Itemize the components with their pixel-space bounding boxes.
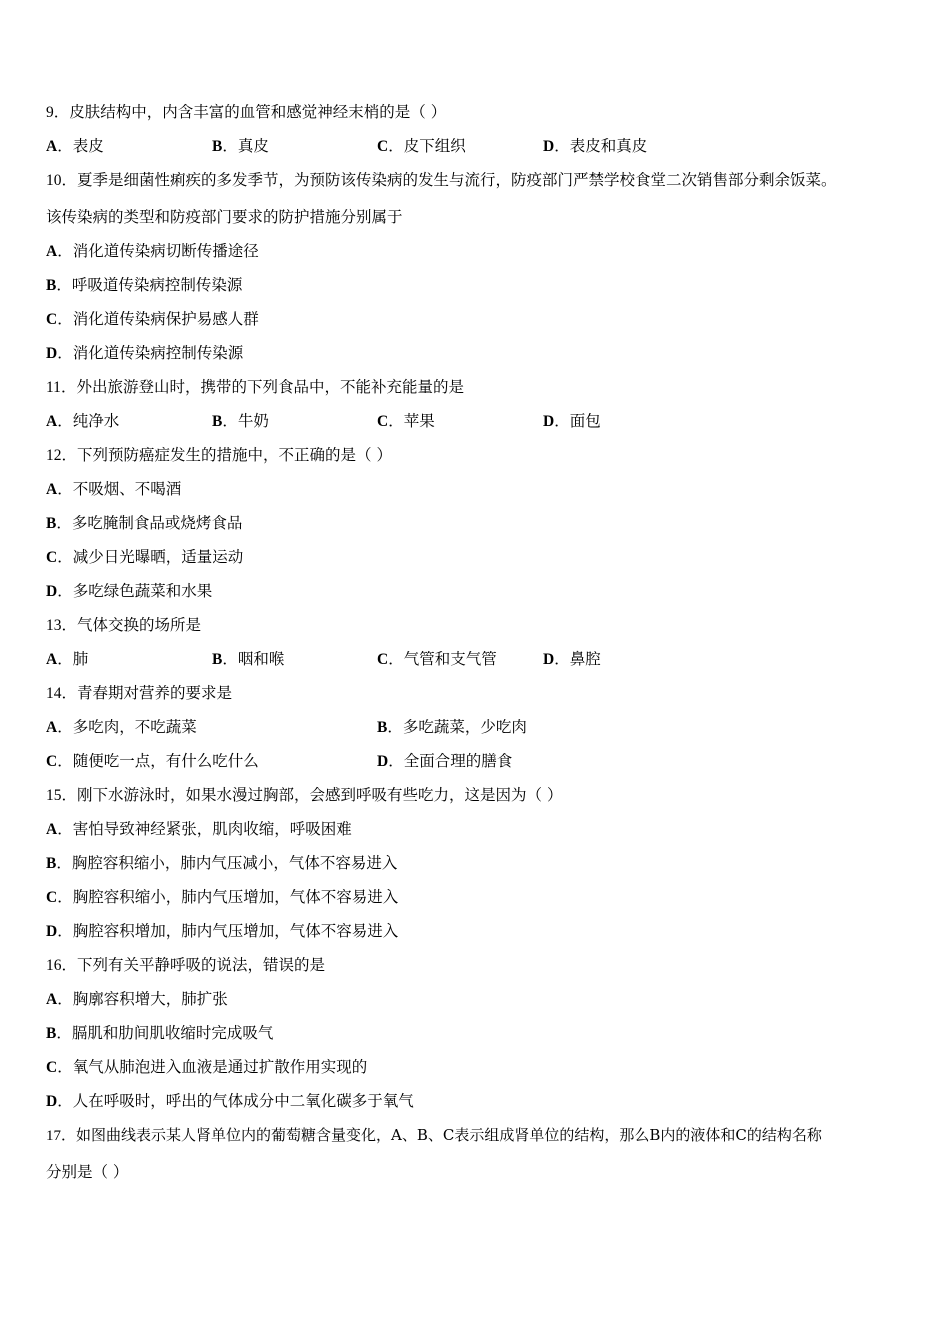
option-d: D．人在呼吸时，呼出的气体成分中二氧化碳多于氧气 xyxy=(46,1092,414,1110)
question-14-options-row2 xyxy=(46,744,906,778)
option-a: A．纯净水 xyxy=(46,412,120,430)
question-13-options xyxy=(46,642,906,676)
option-a: A．害怕导致神经紧张，肌肉收缩，呼吸困难 xyxy=(46,820,352,838)
question-14-options-row1 xyxy=(46,710,906,744)
option-b: B．多吃蔬菜，少吃肉 xyxy=(377,718,527,736)
option-b: B．多吃腌制食品或烧烤食品 xyxy=(46,514,243,532)
option-d: D．消化道传染病控制传染源 xyxy=(46,344,244,362)
question-15-stem: 15．刚下水游泳时，如果水漫过胸部，会感到呼吸有些吃力，这是因为（ ） xyxy=(46,786,563,804)
option-b: B．呼吸道传染病控制传染源 xyxy=(46,276,243,294)
option-a: A．肺 xyxy=(46,650,89,668)
option-c: C．苹果 xyxy=(377,412,435,430)
question-12-stem: 12．下列预防癌症发生的措施中，不正确的是（ ） xyxy=(46,446,392,464)
option-a: A．多吃肉，不吃蔬菜 xyxy=(46,718,197,736)
option-d: D．面包 xyxy=(543,412,601,430)
option-b: B．胸腔容积缩小，肺内气压减小，气体不容易进入 xyxy=(46,854,398,872)
option-b: B．膈肌和肋间肌收缩时完成吸气 xyxy=(46,1024,274,1042)
option-c: C．氧气从肺泡进入血液是通过扩散作用实现的 xyxy=(46,1058,368,1076)
question-10-stem-cont: 该传染病的类型和防疫部门要求的防护措施分别属于 xyxy=(46,208,403,226)
option-b: B．牛奶 xyxy=(212,412,269,430)
question-11-stem: 11．外出旅游登山时，携带的下列食品中，不能补充能量的是 xyxy=(46,378,464,396)
option-c: C．减少日光曝晒，适量运动 xyxy=(46,548,244,566)
option-b: B．真皮 xyxy=(212,137,269,155)
question-9-options xyxy=(46,129,906,163)
option-c: C．气管和支气管 xyxy=(377,650,497,668)
question-14-stem: 14．青春期对营养的要求是 xyxy=(46,684,233,702)
option-a: A．消化道传染病切断传播途径 xyxy=(46,242,259,260)
option-a: A．胸廓容积增大，肺扩张 xyxy=(46,990,228,1008)
option-d: D．胸腔容积增加，肺内气压增加，气体不容易进入 xyxy=(46,922,399,940)
option-a: A．表皮 xyxy=(46,137,104,155)
option-d: D．多吃绿色蔬菜和水果 xyxy=(46,582,213,600)
option-c: C．皮下组织 xyxy=(377,137,466,155)
option-c: C．随便吃一点，有什么吃什么 xyxy=(46,752,259,770)
question-13-stem: 13．气体交换的场所是 xyxy=(46,616,202,634)
option-c: C．消化道传染病保护易感人群 xyxy=(46,310,259,328)
option-d: D．鼻腔 xyxy=(543,650,601,668)
question-11-options xyxy=(46,404,906,438)
option-d: D．全面合理的膳食 xyxy=(377,752,513,770)
question-10-stem: 10．夏季是细菌性痢疾的多发季节，为预防该传染病的发生与流行，防疫部门严禁学校食堂二次销售部分剩余饭菜。 xyxy=(46,171,837,189)
option-b: B．咽和喉 xyxy=(212,650,285,668)
question-17-stem: 17．如图曲线表示某人肾单位内的葡萄糖含量变化，A、B、C表示组成肾单位的结构，那么B内的液体和C的结构名称 xyxy=(46,1126,822,1144)
question-17-stem-cont: 分别是（ ） xyxy=(46,1163,129,1181)
option-d: D．表皮和真皮 xyxy=(543,137,648,155)
option-a: A．不吸烟、不喝酒 xyxy=(46,480,182,498)
question-16-stem: 16．下列有关平静呼吸的说法，错误的是 xyxy=(46,956,326,974)
option-c: C．胸腔容积缩小，肺内气压增加，气体不容易进入 xyxy=(46,888,399,906)
question-9-stem: 9．皮肤结构中，内含丰富的血管和感觉神经末梢的是（ ） xyxy=(46,103,447,121)
